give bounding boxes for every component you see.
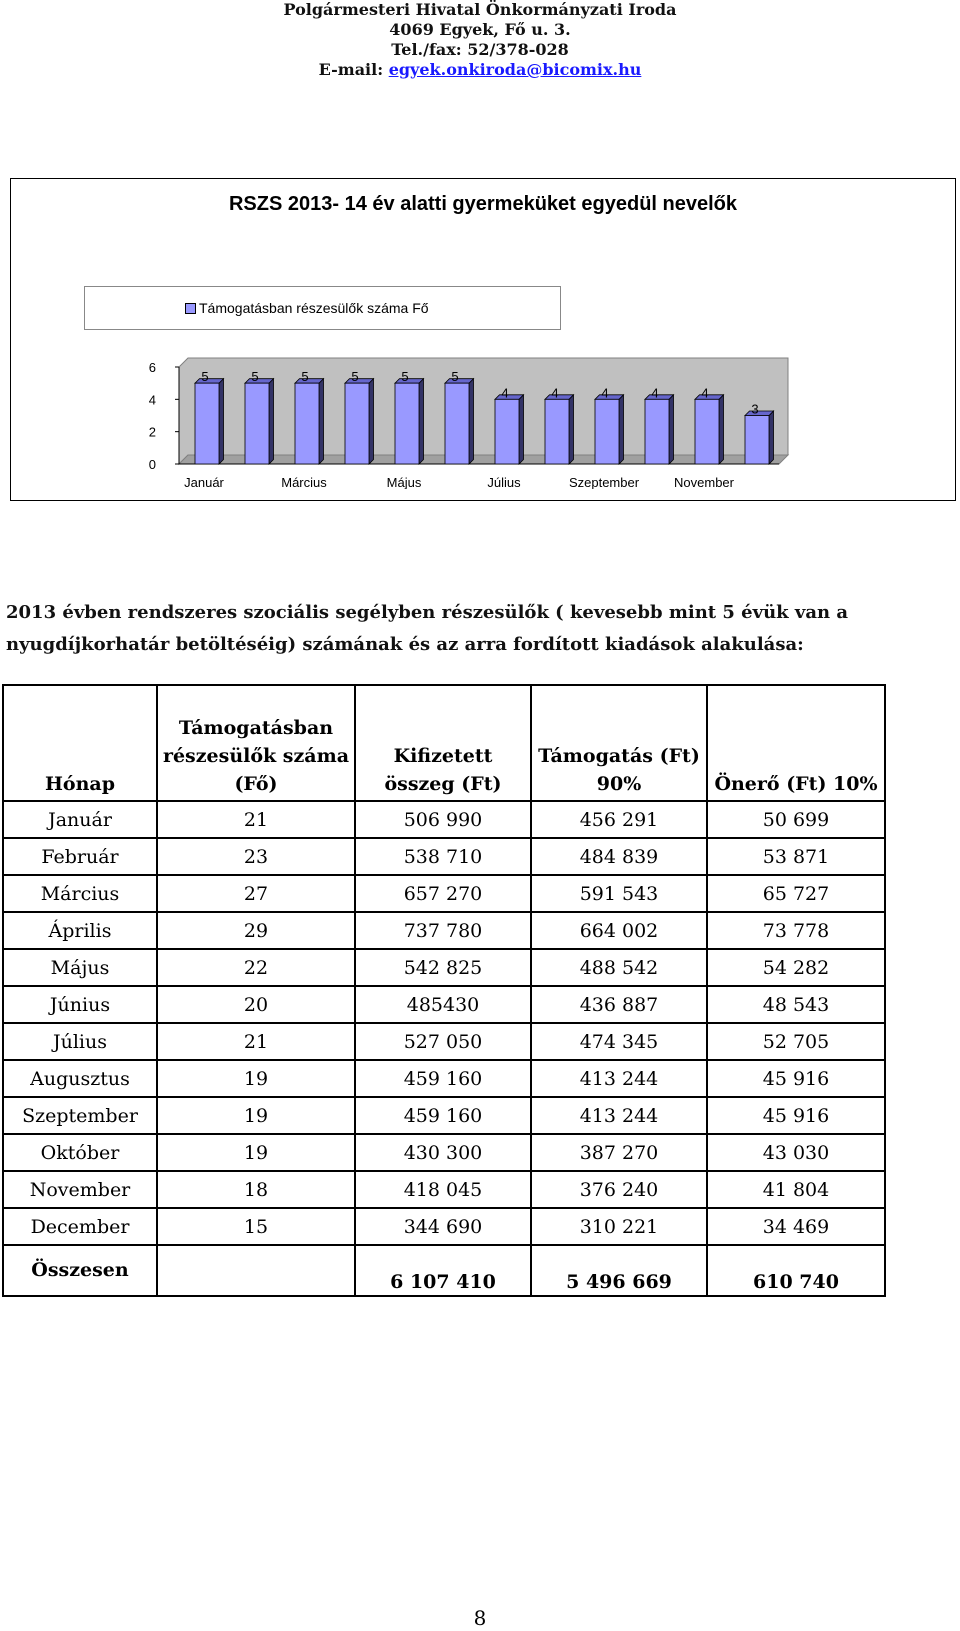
bar — [545, 399, 569, 464]
cell-support: 591 543 — [531, 875, 707, 912]
total-label: Összesen — [3, 1245, 157, 1296]
office-phone: Tel./fax: 52/378-028 — [391, 40, 569, 59]
bar — [745, 416, 769, 465]
cell-own: 48 543 — [707, 986, 885, 1023]
bar-data-label: 3 — [751, 401, 759, 417]
cell-paid: 657 270 — [355, 875, 531, 912]
cell-paid: 459 160 — [355, 1097, 531, 1134]
cell-support: 413 244 — [531, 1097, 707, 1134]
bar-top — [595, 395, 624, 400]
cell-recipients: 21 — [157, 801, 355, 838]
cell-recipients: 15 — [157, 1208, 355, 1245]
chart-title: RSZS 2013- 14 év alatti gyermeküket egyedül nevelők — [228, 193, 738, 215]
header-support: Támogatás (Ft) 90% — [531, 685, 707, 801]
bar — [295, 383, 319, 464]
bar — [245, 383, 269, 464]
bar-top — [545, 395, 574, 400]
cell-paid: 459 160 — [355, 1060, 531, 1097]
cell-paid: 418 045 — [355, 1171, 531, 1208]
cell-month: Október — [3, 1134, 157, 1171]
email-link[interactable]: egyek.onkiroda@bicomix.hu — [388, 60, 642, 79]
bar-side — [569, 395, 574, 464]
table-row — [3, 1023, 885, 1060]
cell-recipients: 19 — [157, 1134, 355, 1171]
cell-recipients: 19 — [157, 1060, 355, 1097]
bar-top — [495, 395, 524, 400]
table-row — [3, 912, 885, 949]
y-tick-label: 6 — [148, 360, 156, 375]
legend-swatch — [185, 303, 196, 314]
cell-recipients: 22 — [157, 949, 355, 986]
y-tick-label: 4 — [148, 392, 156, 408]
bar-side — [669, 395, 674, 464]
chart-container — [10, 178, 956, 501]
bar-data-label: 5 — [251, 369, 259, 385]
bar-data-label: 5 — [401, 369, 409, 385]
office-email-line — [0, 60, 960, 80]
bar-data-label: 4 — [701, 385, 709, 401]
cell-paid: 506 990 — [355, 801, 531, 838]
cell-paid: 538 710 — [355, 838, 531, 875]
x-tick-label: Március — [281, 475, 327, 489]
cell-month: December — [3, 1208, 157, 1245]
legend-label: Támogatásban részesülők száma Fő — [199, 300, 429, 316]
cell-own: 43 030 — [707, 1134, 885, 1171]
cell-paid: 527 050 — [355, 1023, 531, 1060]
cell-paid: 485430 — [355, 986, 531, 1023]
cell-recipients: 18 — [157, 1171, 355, 1208]
cell-own: 45 916 — [707, 1060, 885, 1097]
bar-side — [219, 379, 224, 464]
bar — [445, 383, 469, 464]
bar-top — [745, 411, 774, 416]
header-month: Hónap — [3, 685, 157, 801]
x-tick-label: Szeptember — [568, 475, 640, 489]
cell-recipients: 29 — [157, 912, 355, 949]
cell-month: November — [3, 1171, 157, 1208]
bar — [395, 383, 419, 464]
cell-support: 664 002 — [531, 912, 707, 949]
table-total-row — [3, 1245, 885, 1296]
bar-side — [719, 395, 724, 464]
office-address: 4069 Egyek, Fő u. 3. — [389, 20, 571, 39]
cell-own: 54 282 — [707, 949, 885, 986]
bar-chart — [11, 339, 955, 489]
x-tick-label: Július — [487, 475, 521, 489]
bar-data-label: 4 — [501, 385, 509, 401]
table-row — [3, 1060, 885, 1097]
email-label: E-mail: — [318, 60, 389, 79]
bar-side — [469, 379, 474, 464]
total-support: 5 496 669 — [531, 1245, 707, 1296]
cell-paid: 737 780 — [355, 912, 531, 949]
y-tick-label: 0 — [148, 457, 156, 472]
cell-support: 376 240 — [531, 1171, 707, 1208]
x-tick-label: Május — [386, 475, 422, 489]
bar-top — [395, 379, 424, 384]
bar-side — [769, 411, 774, 464]
cell-paid: 344 690 — [355, 1208, 531, 1245]
cell-own: 41 804 — [707, 1171, 885, 1208]
bar-side — [369, 379, 374, 464]
bar-data-label: 5 — [201, 369, 209, 385]
bar-top — [695, 395, 724, 400]
cell-support: 436 887 — [531, 986, 707, 1023]
cell-month: Február — [3, 838, 157, 875]
bar-side — [419, 379, 424, 464]
cell-month: Június — [3, 986, 157, 1023]
cell-support: 456 291 — [531, 801, 707, 838]
bar — [495, 399, 519, 464]
support-table — [2, 684, 886, 1297]
cell-recipients: 21 — [157, 1023, 355, 1060]
bar-data-label: 4 — [601, 385, 609, 401]
cell-month: Március — [3, 875, 157, 912]
office-name: Polgármesteri Hivatal Önkormányzati Iroda — [283, 0, 677, 19]
cell-own: 52 705 — [707, 1023, 885, 1060]
chart-legend — [84, 286, 561, 330]
total-recipients — [157, 1245, 355, 1296]
total-own: 610 740 — [707, 1245, 885, 1296]
cell-own: 73 778 — [707, 912, 885, 949]
bar-top — [195, 379, 224, 384]
office-header — [0, 0, 960, 80]
table-row — [3, 801, 885, 838]
cell-month: Január — [3, 801, 157, 838]
cell-month: Május — [3, 949, 157, 986]
cell-own: 53 871 — [707, 838, 885, 875]
bar-data-label: 5 — [301, 369, 309, 385]
table-row — [3, 1208, 885, 1245]
cell-month: Szeptember — [3, 1097, 157, 1134]
bar-top — [345, 379, 374, 384]
cell-support: 484 839 — [531, 838, 707, 875]
cell-recipients: 19 — [157, 1097, 355, 1134]
table-row — [3, 875, 885, 912]
cell-recipients: 23 — [157, 838, 355, 875]
bar-data-label: 4 — [551, 385, 559, 401]
table-header-row — [3, 685, 885, 801]
cell-recipients: 27 — [157, 875, 355, 912]
cell-paid: 430 300 — [355, 1134, 531, 1171]
bar-data-label: 5 — [351, 369, 359, 385]
header-recipients: Támogatásban részesülők száma (Fő) — [157, 685, 355, 801]
total-paid: 6 107 410 — [355, 1245, 531, 1296]
y-tick-label: 2 — [148, 424, 156, 440]
bar-top — [445, 379, 474, 384]
bar — [695, 399, 719, 464]
section-description: 2013 évben rendszeres szociális segélyben részesülők ( kevesebb mint 5 évük van a nyugdíjkorhatár betöltéséig) számának és az arra fordított kiadások alakulása: — [6, 602, 849, 655]
cell-recipients: 20 — [157, 986, 355, 1023]
bar-top — [295, 379, 324, 384]
table-row — [3, 1171, 885, 1208]
table-row — [3, 949, 885, 986]
header-paid: Kifizetett összeg (Ft) — [355, 685, 531, 801]
bar-top — [645, 395, 674, 400]
bar — [645, 399, 669, 464]
bar-side — [269, 379, 274, 464]
header-own: Önerő (Ft) 10% — [707, 685, 885, 801]
bar — [345, 383, 369, 464]
cell-support: 488 542 — [531, 949, 707, 986]
cell-own: 50 699 — [707, 801, 885, 838]
x-tick-label: Január — [184, 475, 224, 489]
cell-own: 45 916 — [707, 1097, 885, 1134]
page-number: 8 — [473, 1606, 487, 1630]
bar-side — [519, 395, 524, 464]
table-row — [3, 838, 885, 875]
cell-month: Augusztus — [3, 1060, 157, 1097]
bar — [195, 383, 219, 464]
table-row — [3, 1097, 885, 1134]
cell-support: 413 244 — [531, 1060, 707, 1097]
cell-month: Április — [3, 912, 157, 949]
cell-support: 310 221 — [531, 1208, 707, 1245]
bar-data-label: 5 — [451, 369, 459, 385]
cell-own: 65 727 — [707, 875, 885, 912]
cell-support: 387 270 — [531, 1134, 707, 1171]
bar — [595, 399, 619, 464]
cell-month: Július — [3, 1023, 157, 1060]
bar-top — [245, 379, 274, 384]
bar-data-label: 4 — [651, 385, 659, 401]
bar-side — [319, 379, 324, 464]
bar-side — [619, 395, 624, 464]
cell-paid: 542 825 — [355, 949, 531, 986]
table-row — [3, 986, 885, 1023]
cell-own: 34 469 — [707, 1208, 885, 1245]
table-row — [3, 1134, 885, 1171]
x-tick-label: November — [674, 475, 734, 489]
cell-support: 474 345 — [531, 1023, 707, 1060]
